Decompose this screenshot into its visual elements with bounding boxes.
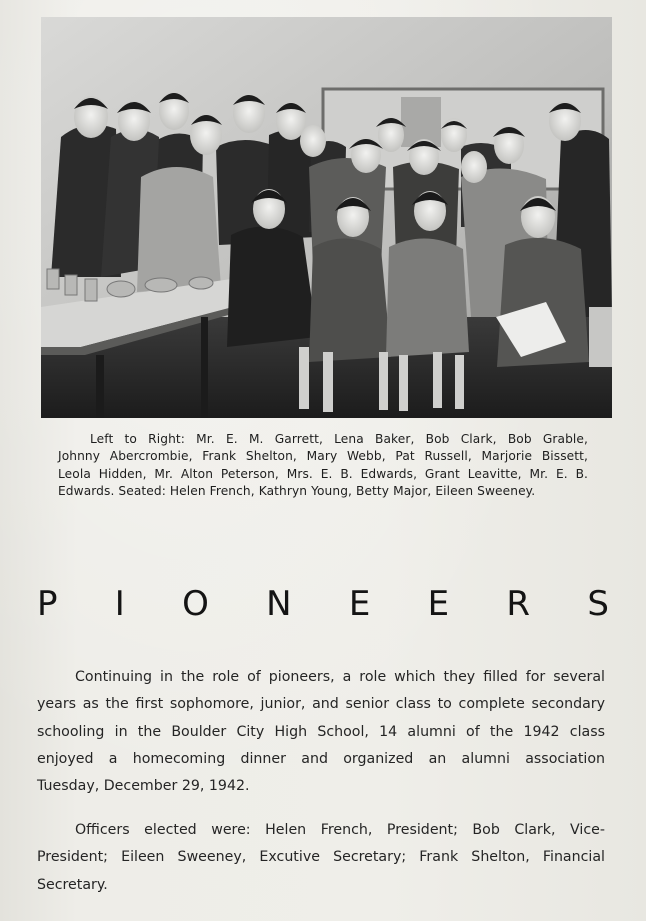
caption-line: Left to Right: Mr. E. M. Garrett, Lena Baker, Bob Clark, Bob Grable, [90, 432, 588, 446]
body-paragraph-1 [37, 664, 605, 800]
paragraph-line-text: Continuing in the role of pioneers, a role which they filled for several [75, 669, 605, 685]
page-title [37, 584, 609, 626]
title-letter: I [114, 584, 125, 624]
paragraph-line [37, 817, 605, 844]
title-letter: O [182, 584, 209, 624]
title-letter: E [348, 584, 371, 624]
paragraph-line: enjoyed a homecoming dinner and organized an alumni association [37, 750, 605, 767]
paragraph-line: President; Eileen Sweeney, Excutive Secretary; Frank Shelton, Financial [37, 849, 605, 866]
title-letter: P [37, 584, 58, 624]
caption-line: Leola Hidden, Mr. Alton Peterson, Mrs. E. B. Edwards, Grant Leavitte, Mr. E. B. [58, 466, 588, 481]
title-letter: R [506, 584, 531, 624]
title-letter: N [266, 584, 292, 624]
paragraph-line: years as the first sophomore, junior, and senior class to complete secondary [37, 696, 605, 713]
group-photo [41, 17, 612, 418]
paragraph-line: Tuesday, December 29, 1942. [37, 778, 250, 795]
paragraph-line: schooling in the Boulder City High School, 14 alumni of the 1942 class [37, 723, 605, 740]
caption-line: Edwards. Seated: Helen French, Kathryn Young, Betty Major, Eileen Sweeney. [58, 483, 536, 498]
paragraph-line-text: Officers elected were: Helen French, President; Bob Clark, Vice- [75, 822, 605, 838]
title-letter: S [587, 584, 609, 624]
paragraph-line: Secretary. [37, 876, 108, 893]
group-photo-image [41, 17, 612, 418]
title-letter: E [427, 584, 450, 624]
paragraph-line [37, 664, 605, 691]
body-paragraph-2 [37, 817, 605, 899]
photo-caption [58, 431, 588, 500]
caption-line: Johnny Abercrombie, Frank Shelton, Mary Webb, Pat Russell, Marjorie Bissett, [58, 449, 588, 464]
